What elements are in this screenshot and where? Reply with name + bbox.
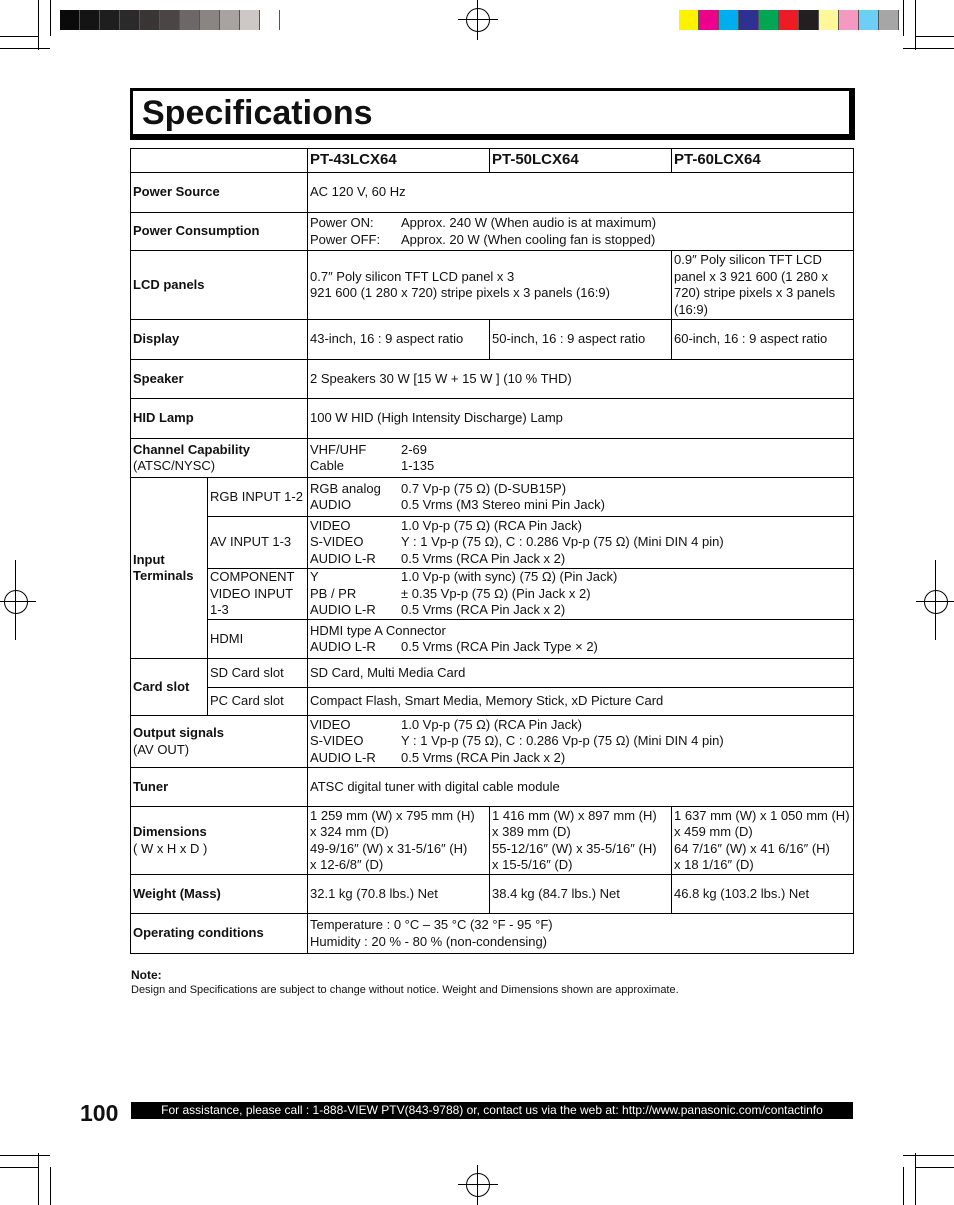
page-number: 100: [80, 1100, 119, 1126]
row-value: ATSC digital tuner with digital cable module: [308, 768, 854, 807]
table-row: [131, 569, 854, 620]
row-label: Dimensions ( W x H x D ): [131, 807, 308, 875]
page-title: Specifications: [142, 94, 373, 132]
sub-label: AV INPUT 1-3: [208, 517, 308, 569]
row-value: SD Card, Multi Media Card: [308, 659, 854, 688]
footer-assistance: For assistance, please call : 1-888-VIEW PTV(843-9788) or, contact us via the web at: http://www.panasonic.com/contactinfo: [131, 1102, 853, 1119]
row-value: RGB analog 0.7 Vp-p (75 Ω) (D-SUB15P) AUDIO 0.5 Vrms (M3 Stereo mini Pin Jack): [308, 478, 854, 517]
row-value: 1 637 mm (W) x 1 050 mm (H) x 459 mm (D) 64 7/16″ (W) x 41 6/16″ (H) x 18 1/16″ (D): [672, 807, 854, 875]
color-swatch: [799, 10, 819, 30]
table-row: [131, 768, 854, 807]
gray-swatch: [60, 10, 80, 30]
row-label: Weight (Mass): [131, 875, 308, 914]
sub-label: HDMI: [208, 620, 308, 659]
sub-label: PC Card slot: [208, 688, 308, 716]
row-value: 1 259 mm (W) x 795 mm (H) x 324 mm (D) 49-9/16″ (W) x 31-5/16″ (H) x 12-6/8″ (D): [308, 807, 490, 875]
row-value: 0.9″ Poly silicon TFT LCD panel x 3 921 600 (1 280 x 720) stripe pixels x 3 panels (16:9): [672, 251, 854, 320]
row-value: 100 W HID (High Intensity Discharge) Lamp: [308, 399, 854, 439]
gray-scale-bar: [60, 10, 280, 30]
row-label: Display: [131, 320, 308, 360]
gray-swatch: [240, 10, 260, 30]
row-label: Output signals (AV OUT): [131, 716, 308, 768]
gray-swatch: [160, 10, 180, 30]
table-row: [131, 716, 854, 768]
color-swatch: [779, 10, 799, 30]
row-value: 46.8 kg (103.2 lbs.) Net: [672, 875, 854, 914]
row-value: HDMI type A Connector AUDIO L-R 0.5 Vrms (RCA Pin Jack Type × 2): [308, 620, 854, 659]
registration-line-left: [15, 560, 16, 640]
row-value: 1 416 mm (W) x 897 mm (H) x 389 mm (D) 55-12/16″ (W) x 35-5/16″ (H) x 15-5/16″ (D): [490, 807, 672, 875]
registration-line-right: [935, 560, 936, 640]
table-row: [131, 875, 854, 914]
table-row: [131, 688, 854, 716]
gray-swatch: [100, 10, 120, 30]
registration-mark-right: [924, 590, 948, 614]
registration-mark-bottom: [466, 1173, 490, 1197]
header-blank: [131, 149, 308, 173]
gray-swatch: [80, 10, 100, 30]
sub-label: RGB INPUT 1-2: [208, 478, 308, 517]
model-header: PT-43LCX64: [308, 149, 490, 173]
table-row: [131, 914, 854, 954]
row-value: 0.7″ Poly silicon TFT LCD panel x 3 921 600 (1 280 x 720) stripe pixels x 3 panels (16:9): [308, 251, 672, 320]
gray-swatch: [200, 10, 220, 30]
color-swatch: [739, 10, 759, 30]
sub-label: COMPONENT VIDEO INPUT 1-3: [208, 569, 308, 620]
row-value: VHF/UHF 2-69 Cable 1-135: [308, 439, 854, 478]
color-swatch: [839, 10, 859, 30]
color-swatch: [699, 10, 719, 30]
color-swatch: [679, 10, 699, 30]
row-value: 60-inch, 16 : 9 aspect ratio: [672, 320, 854, 360]
title-box: [130, 88, 855, 140]
note-text: Design and Specifications are subject to change without notice. Weight and Dimensions shown are approximate.: [131, 984, 679, 996]
row-value: VIDEO 1.0 Vp-p (75 Ω) (RCA Pin Jack) S-VIDEO Y : 1 Vp-p (75 Ω), C : 0.286 Vp-p (75 Ω) (Mini DIN 4 pin) AUDIO L-R 0.5 Vrms (RCA Pin Jack x 2): [308, 517, 854, 569]
table-row: [131, 173, 854, 213]
gray-swatch: [140, 10, 160, 30]
row-label: Card slot: [131, 659, 208, 716]
row-value: 50-inch, 16 : 9 aspect ratio: [490, 320, 672, 360]
gray-swatch: [260, 10, 280, 30]
header-row: [131, 149, 854, 173]
row-label: Channel Capability (ATSC/NYSC): [131, 439, 308, 478]
row-label: Operating conditions: [131, 914, 308, 954]
color-swatch: [879, 10, 899, 30]
row-value: Y 1.0 Vp-p (with sync) (75 Ω) (Pin Jack) PB / PR ± 0.35 Vp-p (75 Ω) (Pin Jack x 2) AUDIO L-R 0.5 Vrms (RCA Pin Jack x 2): [308, 569, 854, 620]
row-value: 2 Speakers 30 W [15 W + 15 W ] (10 % THD): [308, 360, 854, 399]
registration-mark-top: [466, 8, 490, 32]
row-label: Power Consumption: [131, 213, 308, 251]
gray-swatch: [120, 10, 140, 30]
row-label: Power Source: [131, 173, 308, 213]
spec-table: [130, 148, 854, 954]
table-row: [131, 807, 854, 875]
color-swatch: [859, 10, 879, 30]
model-header: PT-60LCX64: [672, 149, 854, 173]
row-value: VIDEO 1.0 Vp-p (75 Ω) (RCA Pin Jack) S-VIDEO Y : 1 Vp-p (75 Ω), C : 0.286 Vp-p (75 Ω) (Mini DIN 4 pin) AUDIO L-R 0.5 Vrms (RCA Pin Jack x 2): [308, 716, 854, 768]
table-row: [131, 439, 854, 478]
table-row: [131, 478, 854, 517]
table-row: [131, 360, 854, 399]
color-patch-bar: [679, 10, 899, 30]
color-swatch: [719, 10, 739, 30]
registration-mark-left: [4, 590, 28, 614]
table-row: [131, 399, 854, 439]
color-swatch: [819, 10, 839, 30]
note-heading: Note:: [131, 968, 162, 982]
table-row: [131, 620, 854, 659]
table-row: [131, 213, 854, 251]
table-row: [131, 659, 854, 688]
row-value: AC 120 V, 60 Hz: [308, 173, 854, 213]
row-label: Speaker: [131, 360, 308, 399]
model-header: PT-50LCX64: [490, 149, 672, 173]
row-label: HID Lamp: [131, 399, 308, 439]
gray-swatch: [220, 10, 240, 30]
row-value: 38.4 kg (84.7 lbs.) Net: [490, 875, 672, 914]
row-label: Tuner: [131, 768, 308, 807]
row-label: Input Terminals: [131, 478, 208, 659]
row-value: Power ON: Approx. 240 W (When audio is at maximum) Power OFF: Approx. 20 W (When cooling fan is stopped): [308, 213, 854, 251]
row-label: LCD panels: [131, 251, 308, 320]
table-row: [131, 517, 854, 569]
table-row: [131, 320, 854, 360]
row-value: 43-inch, 16 : 9 aspect ratio: [308, 320, 490, 360]
row-value: Compact Flash, Smart Media, Memory Stick, xD Picture Card: [308, 688, 854, 716]
color-swatch: [759, 10, 779, 30]
row-value: 32.1 kg (70.8 lbs.) Net: [308, 875, 490, 914]
row-value: Temperature : 0 °C – 35 °C (32 °F - 95 °F) Humidity : 20 % - 80 % (non-condensing): [308, 914, 854, 954]
table-row: [131, 251, 854, 320]
gray-swatch: [180, 10, 200, 30]
sub-label: SD Card slot: [208, 659, 308, 688]
